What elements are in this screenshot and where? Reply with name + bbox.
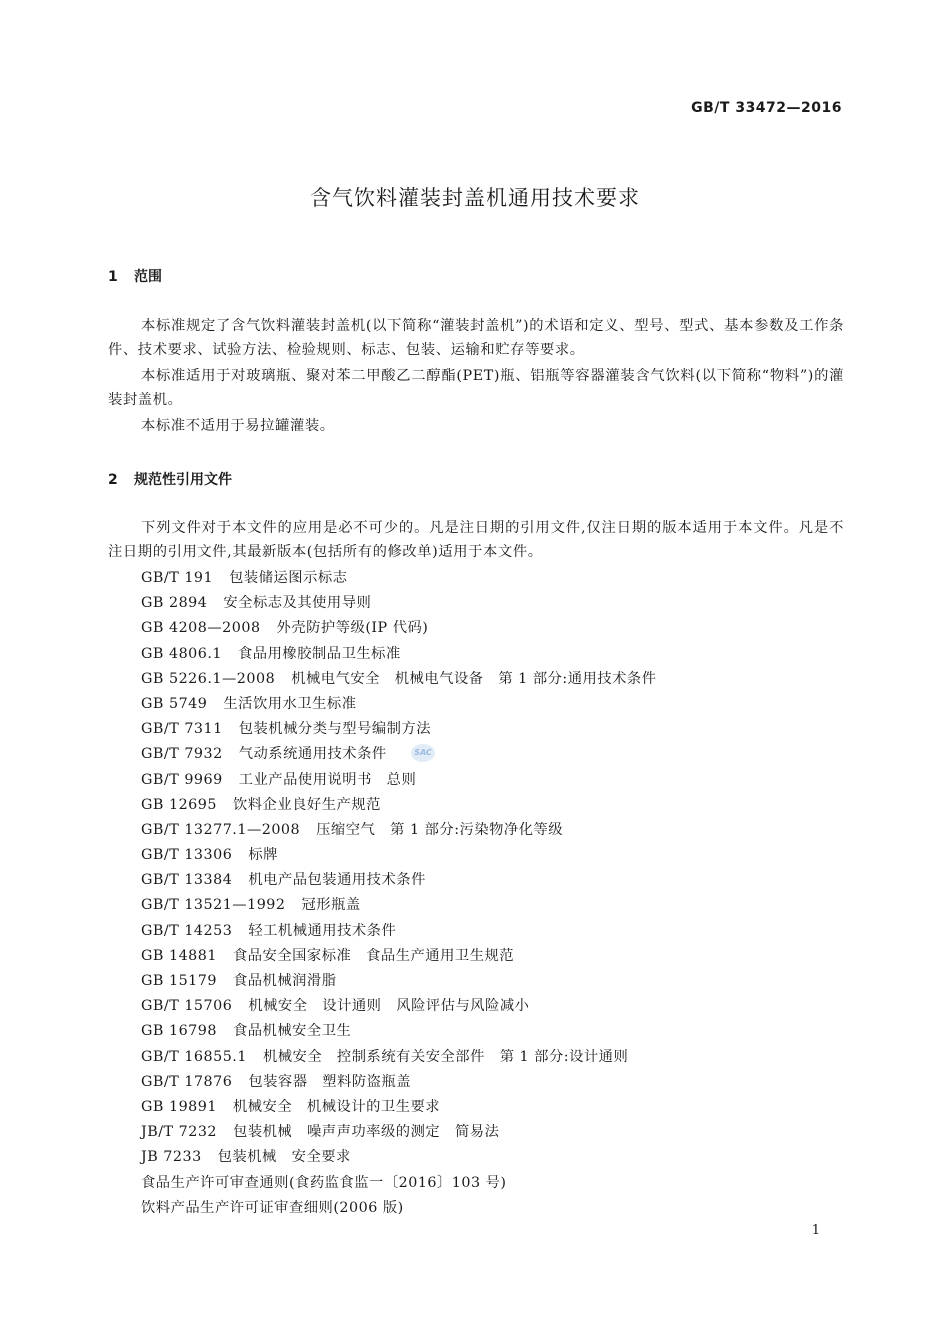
reference-code: GB 5749 [141, 695, 208, 712]
reference-title: 外壳防护等级(IP 代码) [276, 620, 429, 637]
reference-item [141, 1145, 841, 1170]
reference-title: 压缩空气 第 1 部分:污染物净化等级 [316, 821, 564, 838]
reference-title: 包装储运图示标志 [229, 570, 348, 586]
reference-item [141, 818, 841, 843]
reference-item [141, 1171, 841, 1196]
reference-title: 机电产品包装通用技术条件 [248, 872, 426, 889]
reference-title: 机械安全 控制系统有关安全部件 第 1 部分:设计通则 [262, 1048, 629, 1065]
reference-title: 生活饮用水卫生标准 [223, 695, 357, 712]
reference-item [141, 1196, 841, 1221]
reference-title: 机械电气安全 机械电气设备 第 1 部分:通用技术条件 [291, 670, 657, 687]
reference-code: GB/T 7311 [141, 721, 223, 738]
reference-code: JB 7233 [141, 1149, 202, 1166]
reference-item [141, 742, 841, 767]
reference-title: 冠形瓶盖 [301, 897, 361, 914]
reference-title: 标牌 [248, 847, 278, 864]
reference-code: GB/T 16855.1 [141, 1048, 247, 1065]
reference-code: GB 14881 [141, 947, 217, 964]
reference-code: GB 5226.1—2008 [141, 670, 276, 687]
reference-item [141, 1095, 841, 1120]
reference-title: 包装机械分类与型号编制方法 [238, 721, 432, 738]
reference-item [141, 616, 841, 641]
paragraph: 本标准规定了含气饮料灌装封盖机(以下简称“灌装封盖机”)的术语和定义、型号、型式、基本参数及工作条件、技术要求、试验方法、检验规则、标志、包装、运输和贮存等要求。 [108, 318, 844, 358]
section-1-heading [108, 266, 162, 286]
reference-code: GB/T 9969 [141, 771, 223, 788]
reference-item [141, 969, 841, 994]
paragraph: 本标准不适用于易拉罐灌装。 [141, 418, 335, 434]
reference-title: 食品生产许可审查通则(食药监食监一〔2016〕103 号) [141, 1174, 507, 1191]
reference-title: 食品机械润滑脂 [232, 973, 337, 989]
reference-code: GB/T 13384 [141, 872, 233, 889]
paragraph: 本标准适用于对玻璃瓶、聚对苯二甲酸乙二醇酯(PET)瓶、铝瓶等容器灌装含气饮料(以下简称“物料”)的灌装封盖机。 [108, 368, 844, 408]
reference-item [141, 566, 841, 591]
reference-item [141, 667, 841, 692]
reference-code: GB/T 191 [141, 570, 214, 586]
reference-item [141, 893, 841, 918]
reference-item [141, 944, 841, 969]
reference-item [141, 1019, 841, 1044]
reference-item [141, 1120, 841, 1145]
reference-title: 饮料企业良好生产规范 [232, 796, 381, 813]
reference-code: GB 19891 [141, 1098, 217, 1115]
reference-item [141, 868, 841, 893]
reference-list [141, 566, 841, 1221]
section-title: 规范性引用文件 [134, 472, 232, 488]
reference-item [141, 692, 841, 717]
section-title: 范围 [134, 269, 162, 285]
reference-code: GB 4208—2008 [141, 620, 261, 637]
reference-title: 安全标志及其使用导则 [223, 595, 372, 612]
section-2-heading [108, 469, 232, 489]
reference-code: GB/T 17876 [141, 1073, 233, 1090]
reference-code: GB/T 13521—1992 [141, 897, 286, 914]
page-number: 1 [811, 1223, 820, 1238]
reference-title: 包装机械 安全要求 [217, 1149, 351, 1166]
reference-title: 包装容器 塑料防盗瓶盖 [248, 1073, 412, 1090]
reference-item [141, 994, 841, 1019]
reference-item [141, 919, 841, 944]
reference-code: GB/T 15706 [141, 998, 233, 1015]
reference-code: GB 2894 [141, 595, 208, 612]
reference-item [141, 843, 841, 868]
reference-code: GB 4806.1 [141, 645, 222, 662]
reference-title: 气动系统通用技术条件 [238, 746, 387, 763]
reference-item [141, 793, 841, 818]
reference-code: GB/T 7932 [141, 746, 223, 763]
section-number: 1 [108, 269, 118, 285]
standard-code: GB/T 33472—2016 [691, 100, 842, 116]
reference-title: 机械安全 设计通则 风险评估与风险减小 [248, 998, 530, 1015]
paragraph: 下列文件对于本文件的应用是必不可少的。凡是注日期的引用文件,仅注日期的版本适用于本文件。凡是不注日期的引用文件,其最新版本(包括所有的修改单)适用于本文件。 [108, 520, 844, 560]
reference-item [141, 1070, 841, 1095]
section-number: 2 [108, 472, 118, 488]
reference-item [141, 768, 841, 793]
reference-title: 食品安全国家标准 食品生产通用卫生规范 [232, 947, 515, 964]
reference-item [141, 1045, 841, 1070]
reference-title: 工业产品使用说明书 总则 [238, 771, 417, 788]
sac-watermark-logo: SAC [411, 744, 435, 762]
reference-item [141, 642, 841, 667]
reference-code: JB/T 7232 [141, 1124, 218, 1141]
reference-code: GB 12695 [141, 796, 217, 813]
reference-code: GB/T 13306 [141, 847, 233, 864]
reference-code: GB/T 14253 [141, 922, 233, 939]
document-title: 含气饮料灌装封盖机通用技术要求 [310, 186, 640, 210]
reference-code: GB 15179 [141, 973, 217, 989]
reference-title: 轻工机械通用技术条件 [248, 922, 397, 939]
reference-title: 机械安全 机械设计的卫生要求 [232, 1098, 441, 1115]
reference-code: GB/T 13277.1—2008 [141, 821, 301, 838]
reference-item [141, 591, 841, 616]
reference-title: 食品用橡胶制品卫生标准 [238, 645, 401, 662]
reference-item [141, 717, 841, 742]
reference-title: 包装机械 噪声声功率级的测定 简易法 [233, 1124, 500, 1141]
reference-title: 食品机械安全卫生 [232, 1023, 352, 1040]
reference-code: GB 16798 [141, 1023, 217, 1040]
reference-title: 饮料产品生产许可证审查细则(2006 版) [141, 1199, 404, 1216]
